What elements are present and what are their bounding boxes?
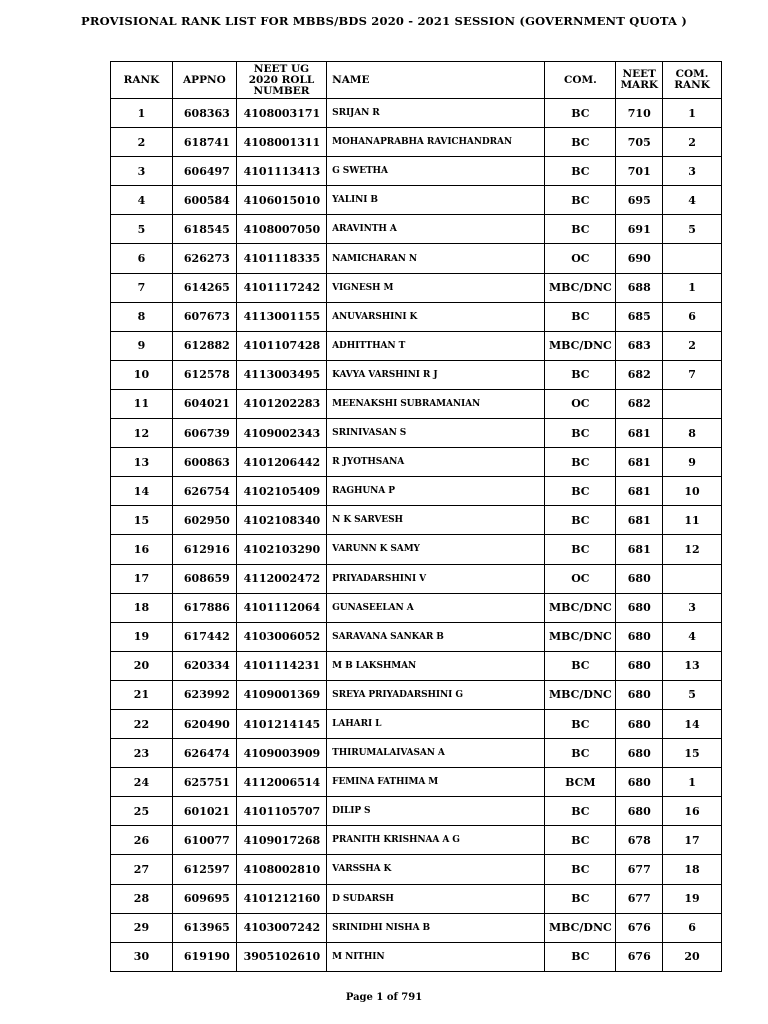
cell-roll-number: 4108003171 <box>236 99 326 128</box>
cell-community-rank: 7 <box>663 360 722 389</box>
cell-community-rank: 12 <box>663 535 722 564</box>
cell-rank: 13 <box>111 448 173 477</box>
cell-rank: 9 <box>111 331 173 360</box>
cell-community: BC <box>545 477 616 506</box>
cell-community-rank: 9 <box>663 448 722 477</box>
cell-appno: 613965 <box>172 913 236 942</box>
cell-name: MOHANAPRABHA RAVICHANDRAN <box>327 128 545 157</box>
cell-community-rank: 4 <box>663 186 722 215</box>
cell-community: OC <box>545 244 616 273</box>
cell-roll-number: 4102108340 <box>236 506 326 535</box>
cell-rank: 19 <box>111 622 173 651</box>
cell-community-rank <box>663 564 722 593</box>
cell-rank: 20 <box>111 651 173 680</box>
cell-rank: 16 <box>111 535 173 564</box>
cell-rank: 22 <box>111 709 173 738</box>
cell-community: BC <box>545 215 616 244</box>
cell-community-rank <box>663 244 722 273</box>
cell-community: MBC/DNC <box>545 593 616 622</box>
cell-community-rank: 2 <box>663 128 722 157</box>
cell-roll-number: 4101105707 <box>236 797 326 826</box>
cell-appno: 617442 <box>172 622 236 651</box>
table-row <box>111 157 722 186</box>
cell-appno: 617886 <box>172 593 236 622</box>
cell-appno: 620334 <box>172 651 236 680</box>
cell-neet-mark: 688 <box>616 273 663 302</box>
table-row <box>111 913 722 942</box>
cell-appno: 602950 <box>172 506 236 535</box>
cell-rank: 21 <box>111 680 173 709</box>
table-row <box>111 826 722 855</box>
cell-appno: 609695 <box>172 884 236 913</box>
table-row <box>111 768 722 797</box>
cell-name: VARSSHA K <box>327 855 545 884</box>
cell-roll-number: 4103007242 <box>236 913 326 942</box>
cell-community: BC <box>545 739 616 768</box>
cell-name: D SUDARSH <box>327 884 545 913</box>
cell-community-rank: 20 <box>663 942 722 971</box>
cell-name: FEMINA FATHIMA M <box>327 768 545 797</box>
cell-community: MBC/DNC <box>545 622 616 651</box>
cell-name: RAGHUNA P <box>327 477 545 506</box>
cell-community-rank: 19 <box>663 884 722 913</box>
cell-community-rank: 1 <box>663 99 722 128</box>
cell-name: SRINIDHI NISHA B <box>327 913 545 942</box>
cell-name: M B LAKSHMAN <box>327 651 545 680</box>
cell-community: BC <box>545 360 616 389</box>
cell-name: M NITHIN <box>327 942 545 971</box>
cell-roll-number: 4109017268 <box>236 826 326 855</box>
cell-name: VARUNN K SAMY <box>327 535 545 564</box>
rank-table-body <box>111 99 722 972</box>
header-comrank-line1: COM. <box>675 68 709 80</box>
table-row <box>111 99 722 128</box>
header-appno: APPNO <box>172 62 236 99</box>
cell-community-rank: 2 <box>663 331 722 360</box>
cell-appno: 600584 <box>172 186 236 215</box>
cell-neet-mark: 685 <box>616 302 663 331</box>
cell-community: BC <box>545 186 616 215</box>
cell-appno: 626273 <box>172 244 236 273</box>
cell-community-rank: 8 <box>663 419 722 448</box>
cell-community: OC <box>545 564 616 593</box>
cell-rank: 30 <box>111 942 173 971</box>
table-row <box>111 739 722 768</box>
cell-community: BC <box>545 535 616 564</box>
cell-community-rank: 6 <box>663 913 722 942</box>
cell-community: MBC/DNC <box>545 680 616 709</box>
cell-name: SREYA PRIYADARSHINI G <box>327 680 545 709</box>
cell-appno: 618741 <box>172 128 236 157</box>
cell-neet-mark: 691 <box>616 215 663 244</box>
cell-rank: 1 <box>111 99 173 128</box>
cell-community: BC <box>545 157 616 186</box>
cell-neet-mark: 677 <box>616 855 663 884</box>
cell-roll-number: 4101118335 <box>236 244 326 273</box>
cell-name: KAVYA VARSHINI R J <box>327 360 545 389</box>
cell-appno: 626474 <box>172 739 236 768</box>
table-row <box>111 651 722 680</box>
cell-community-rank: 13 <box>663 651 722 680</box>
cell-rank: 25 <box>111 797 173 826</box>
table-row <box>111 128 722 157</box>
cell-rank: 7 <box>111 273 173 302</box>
cell-rank: 11 <box>111 389 173 418</box>
cell-roll-number: 3905102610 <box>236 942 326 971</box>
cell-neet-mark: 682 <box>616 389 663 418</box>
cell-roll-number: 4108002810 <box>236 855 326 884</box>
cell-community: BC <box>545 797 616 826</box>
cell-name: PRANITH KRISHNAA A G <box>327 826 545 855</box>
cell-name: PRIYADARSHINI V <box>327 564 545 593</box>
cell-community-rank: 18 <box>663 855 722 884</box>
cell-neet-mark: 680 <box>616 564 663 593</box>
cell-rank: 3 <box>111 157 173 186</box>
cell-community-rank: 5 <box>663 680 722 709</box>
header-rank: RANK <box>111 62 173 99</box>
cell-roll-number: 4106015010 <box>236 186 326 215</box>
cell-name: YALINI B <box>327 186 545 215</box>
cell-community: MBC/DNC <box>545 913 616 942</box>
table-row <box>111 709 722 738</box>
cell-community: BC <box>545 128 616 157</box>
cell-community: MBC/DNC <box>545 273 616 302</box>
table-row <box>111 564 722 593</box>
header-roll-line1: NEET UG <box>253 62 310 75</box>
cell-community-rank: 3 <box>663 593 722 622</box>
cell-roll-number: 4101202283 <box>236 389 326 418</box>
cell-community: BC <box>545 99 616 128</box>
cell-roll-number: 4108007050 <box>236 215 326 244</box>
cell-appno: 604021 <box>172 389 236 418</box>
cell-name: GUNASEELAN A <box>327 593 545 622</box>
cell-roll-number: 4101114231 <box>236 651 326 680</box>
cell-community: BC <box>545 448 616 477</box>
cell-community-rank: 1 <box>663 768 722 797</box>
cell-name: NAMICHARAN N <box>327 244 545 273</box>
cell-community-rank: 6 <box>663 302 722 331</box>
cell-rank: 24 <box>111 768 173 797</box>
table-row <box>111 593 722 622</box>
cell-roll-number: 4109001369 <box>236 680 326 709</box>
table-header-row <box>111 62 722 99</box>
cell-community: BC <box>545 942 616 971</box>
table-row <box>111 244 722 273</box>
cell-community-rank: 17 <box>663 826 722 855</box>
header-mark-line1: NEET <box>622 68 656 80</box>
cell-appno: 610077 <box>172 826 236 855</box>
table-row <box>111 942 722 971</box>
cell-community: BC <box>545 826 616 855</box>
cell-neet-mark: 681 <box>616 448 663 477</box>
table-row <box>111 389 722 418</box>
cell-name: G SWETHA <box>327 157 545 186</box>
cell-appno: 612597 <box>172 855 236 884</box>
cell-neet-mark: 681 <box>616 506 663 535</box>
cell-name: MEENAKSHI SUBRAMANIAN <box>327 389 545 418</box>
table-row <box>111 302 722 331</box>
cell-roll-number: 4101212160 <box>236 884 326 913</box>
cell-rank: 17 <box>111 564 173 593</box>
header-roll-line2: 2020 ROLL <box>248 73 315 86</box>
header-comrank-line2: RANK <box>674 79 710 91</box>
table-row <box>111 360 722 389</box>
cell-roll-number: 4113003495 <box>236 360 326 389</box>
cell-name: SRIJAN R <box>327 99 545 128</box>
cell-appno: 612578 <box>172 360 236 389</box>
cell-neet-mark: 701 <box>616 157 663 186</box>
rank-table <box>110 61 722 972</box>
cell-neet-mark: 690 <box>616 244 663 273</box>
cell-appno: 606497 <box>172 157 236 186</box>
cell-neet-mark: 682 <box>616 360 663 389</box>
cell-neet-mark: 680 <box>616 593 663 622</box>
cell-neet-mark: 680 <box>616 622 663 651</box>
cell-neet-mark: 676 <box>616 913 663 942</box>
cell-appno: 600863 <box>172 448 236 477</box>
cell-appno: 625751 <box>172 768 236 797</box>
table-row <box>111 273 722 302</box>
cell-appno: 601021 <box>172 797 236 826</box>
cell-appno: 619190 <box>172 942 236 971</box>
table-row <box>111 215 722 244</box>
header-neet-mark <box>616 62 663 99</box>
cell-name: ANUVARSHINI K <box>327 302 545 331</box>
cell-neet-mark: 681 <box>616 477 663 506</box>
cell-name: DILIP S <box>327 797 545 826</box>
cell-name: ARAVINTH A <box>327 215 545 244</box>
cell-community-rank: 1 <box>663 273 722 302</box>
cell-roll-number: 4108001311 <box>236 128 326 157</box>
cell-neet-mark: 695 <box>616 186 663 215</box>
cell-roll-number: 4101112064 <box>236 593 326 622</box>
cell-neet-mark: 680 <box>616 651 663 680</box>
cell-rank: 18 <box>111 593 173 622</box>
page-title: PROVISIONAL RANK LIST FOR MBBS/BDS 2020 - 2021 SESSION (GOVERNMENT QUOTA ) <box>81 14 687 28</box>
cell-rank: 26 <box>111 826 173 855</box>
cell-name: LAHARI L <box>327 709 545 738</box>
cell-community-rank: 11 <box>663 506 722 535</box>
cell-name: SRINIVASAN S <box>327 419 545 448</box>
cell-roll-number: 4113001155 <box>236 302 326 331</box>
table-row <box>111 419 722 448</box>
table-row <box>111 884 722 913</box>
cell-neet-mark: 680 <box>616 739 663 768</box>
cell-community: BC <box>545 419 616 448</box>
cell-community: OC <box>545 389 616 418</box>
header-name: NAME <box>327 62 545 99</box>
cell-neet-mark: 677 <box>616 884 663 913</box>
cell-roll-number: 4101117242 <box>236 273 326 302</box>
cell-rank: 23 <box>111 739 173 768</box>
table-row <box>111 506 722 535</box>
cell-community-rank: 5 <box>663 215 722 244</box>
cell-appno: 607673 <box>172 302 236 331</box>
cell-community: MBC/DNC <box>545 331 616 360</box>
cell-community: BCM <box>545 768 616 797</box>
cell-neet-mark: 678 <box>616 826 663 855</box>
table-row <box>111 186 722 215</box>
cell-roll-number: 4101214145 <box>236 709 326 738</box>
cell-community: BC <box>545 302 616 331</box>
cell-neet-mark: 680 <box>616 768 663 797</box>
cell-name: R JYOTHSANA <box>327 448 545 477</box>
cell-roll-number: 4109003909 <box>236 739 326 768</box>
table-row <box>111 535 722 564</box>
cell-appno: 612916 <box>172 535 236 564</box>
table-row <box>111 797 722 826</box>
cell-rank: 14 <box>111 477 173 506</box>
table-row <box>111 622 722 651</box>
cell-community: BC <box>545 709 616 738</box>
table-row <box>111 448 722 477</box>
cell-rank: 28 <box>111 884 173 913</box>
cell-name: SARAVANA SANKAR B <box>327 622 545 651</box>
cell-roll-number: 4109002343 <box>236 419 326 448</box>
table-row <box>111 331 722 360</box>
cell-community-rank: 3 <box>663 157 722 186</box>
cell-rank: 8 <box>111 302 173 331</box>
cell-rank: 12 <box>111 419 173 448</box>
cell-community-rank <box>663 389 722 418</box>
cell-neet-mark: 680 <box>616 709 663 738</box>
cell-roll-number: 4112002472 <box>236 564 326 593</box>
cell-community-rank: 10 <box>663 477 722 506</box>
cell-community-rank: 15 <box>663 739 722 768</box>
cell-roll-number: 4112006514 <box>236 768 326 797</box>
cell-neet-mark: 683 <box>616 331 663 360</box>
cell-name: THIRUMALAIVASAN A <box>327 739 545 768</box>
cell-roll-number: 4103006052 <box>236 622 326 651</box>
cell-community: BC <box>545 855 616 884</box>
header-mark-line2: MARK <box>620 79 659 91</box>
cell-community-rank: 14 <box>663 709 722 738</box>
cell-rank: 27 <box>111 855 173 884</box>
cell-name: ADHITTHAN T <box>327 331 545 360</box>
cell-appno: 608659 <box>172 564 236 593</box>
cell-rank: 4 <box>111 186 173 215</box>
cell-neet-mark: 680 <box>616 797 663 826</box>
cell-neet-mark: 681 <box>616 419 663 448</box>
header-roll-line3: NUMBER <box>253 84 310 97</box>
cell-appno: 612882 <box>172 331 236 360</box>
cell-community: BC <box>545 506 616 535</box>
cell-roll-number: 4101206442 <box>236 448 326 477</box>
cell-roll-number: 4101107428 <box>236 331 326 360</box>
cell-community-rank: 4 <box>663 622 722 651</box>
cell-appno: 614265 <box>172 273 236 302</box>
cell-rank: 5 <box>111 215 173 244</box>
cell-community: BC <box>545 884 616 913</box>
cell-name: VIGNESH M <box>327 273 545 302</box>
cell-roll-number: 4102105409 <box>236 477 326 506</box>
cell-rank: 29 <box>111 913 173 942</box>
table-row <box>111 477 722 506</box>
cell-neet-mark: 710 <box>616 99 663 128</box>
page-number: Page 1 of 791 <box>345 992 423 1003</box>
cell-community-rank: 16 <box>663 797 722 826</box>
cell-roll-number: 4101113413 <box>236 157 326 186</box>
header-community: COM. <box>545 62 616 99</box>
cell-appno: 620490 <box>172 709 236 738</box>
cell-appno: 608363 <box>172 99 236 128</box>
cell-roll-number: 4102103290 <box>236 535 326 564</box>
cell-name: N K SARVESH <box>327 506 545 535</box>
cell-appno: 626754 <box>172 477 236 506</box>
cell-rank: 2 <box>111 128 173 157</box>
header-roll-number <box>236 62 326 99</box>
cell-appno: 618545 <box>172 215 236 244</box>
table-row <box>111 680 722 709</box>
header-community-rank <box>663 62 722 99</box>
cell-community: BC <box>545 651 616 680</box>
cell-neet-mark: 680 <box>616 680 663 709</box>
cell-appno: 623992 <box>172 680 236 709</box>
cell-rank: 10 <box>111 360 173 389</box>
cell-rank: 15 <box>111 506 173 535</box>
cell-rank: 6 <box>111 244 173 273</box>
cell-neet-mark: 676 <box>616 942 663 971</box>
table-row <box>111 855 722 884</box>
cell-appno: 606739 <box>172 419 236 448</box>
cell-neet-mark: 705 <box>616 128 663 157</box>
cell-neet-mark: 681 <box>616 535 663 564</box>
